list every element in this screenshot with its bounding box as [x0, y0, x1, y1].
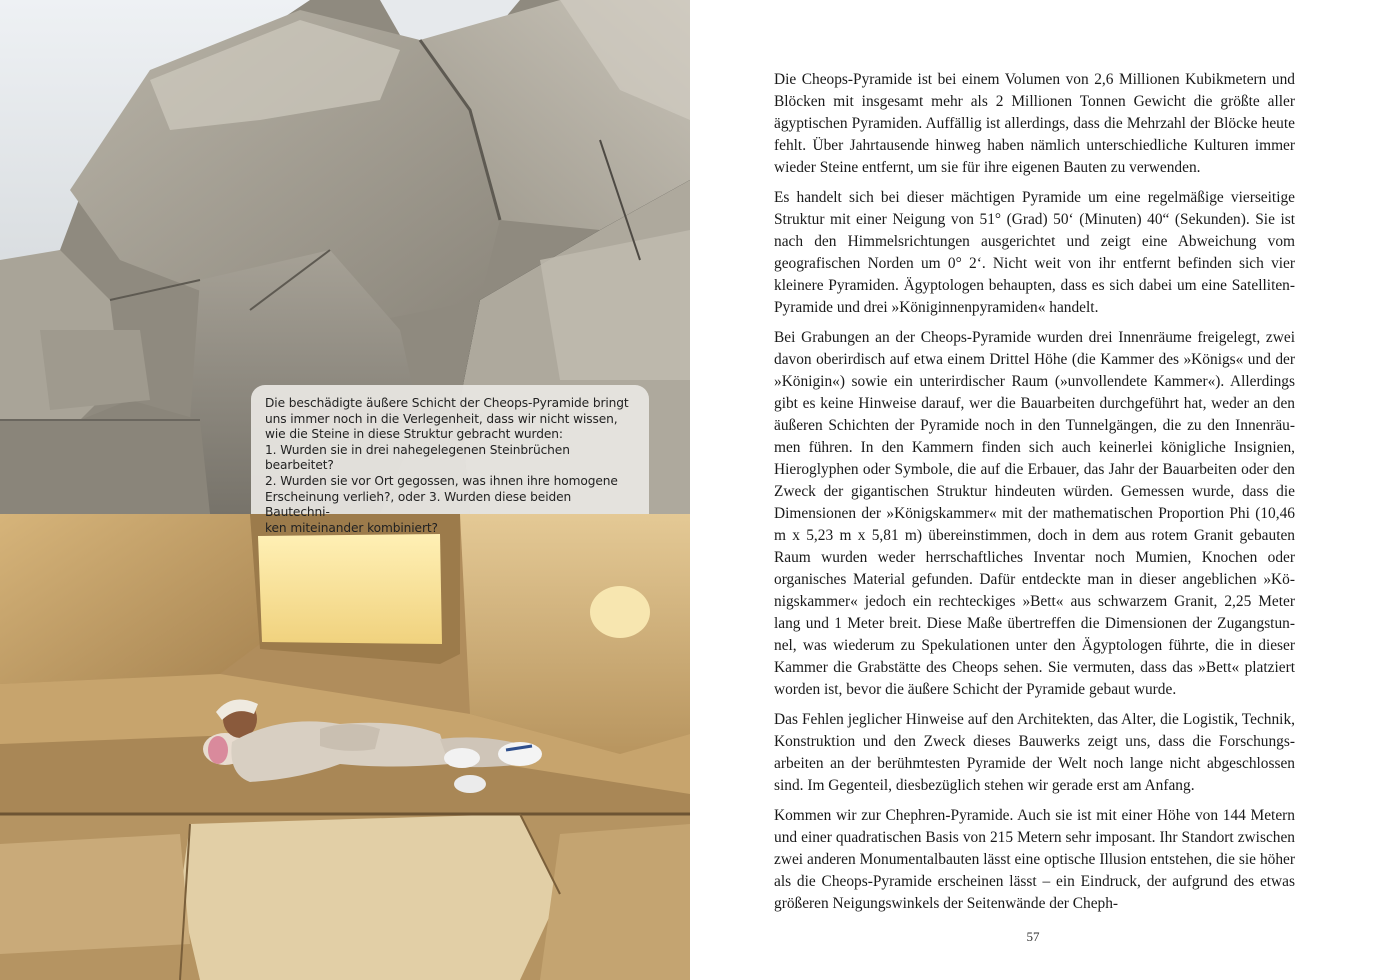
paragraph: Die Cheops-Pyramide ist bei einem Volumen von 2,6 Millionen Kubikmetern und Blöcken mit insgesamt mehr als 2 Millionen Tonnen Gewicht die größte aller ägyptischen Pyramiden. Auffällig ist allerdings, dass die Mehrzahl der Blöcke heute fehlt. Über Jahrtausende hinweg haben nämlich unterschiedliche Kulturen immer wieder Steine entfernt, um sie für ihre eigenen Bauten zu verwenden. — [774, 71, 1295, 176]
body-text — [774, 69, 1295, 923]
paragraph: Bei Grabungen an der Cheops-Pyramide wurden drei Innenräume freigelegt, zwei davon oberirdisch auf etwa einem Drittel Höhe (die Kammer des »Königs« und der »Königin«) sowie ein unterirdischer Raum (»unvollendete Kammer«). Allerdings gibt es keine Hinweise darauf, wer die Bauarbeiten durchgeführt hat, weder an den äußeren Schichten der Pyramide noch in den Tunnelgängen, die zu den Innenräumen führen. In den Kammern finden sich auch keinerlei königliche Insignien, Hieroglyphen oder Symbole, die auf die Erbauer, das Jahr der Bauarbeiten oder den Zweck der gigantischen Struktur hindeuten würden. Gemessen wurde, dass die Dimensionen der »Königskammer« mit der mathematischen Proportion Phi (10,46 m x 5,23 m x 5,81 m) übereinstimmen, doch in dem aus rotem Granit gebauten Raum wurden weder herrschaftliches Inventar noch Mumien, Knochen oder organisches Material gefunden. Dafür entdeckte man in dieser angeblichen »Königskammer« jedoch ein rechteckiges »Bett« aus schwarzem Granit, 2,25 Meter lang und 1 Meter breit. Diese Maße übertreffen die Dimensionen der Zugangstunnel, was wiederum zu Spekulationen unter den Ägyptologen führte, die in dieser Kammer die Grabstätte des Cheops sehen. Sie vermuten, dass das »Bett« platziert worden ist, bevor die äußere Schicht der Pyramide gebaut wurde. — [774, 329, 1295, 698]
paragraph: Kommen wir zur Chephren-Pyramide. Auch sie ist mit einer Höhe von 144 Metern und einer quadratischen Basis von 215 Metern sehr imposant. Ihr Standort zwischen zwei anderen Monumentalbauten lässt eine optische Illusion entstehen, die sie höher als die Cheops-Pyramide erscheinen lässt – ein Eindruck, der aufgrund des etwas größeren Neigungswinkels der Seitenwände der Cheph- — [774, 807, 1295, 912]
photo-caption — [251, 385, 649, 535]
caption-line: Die beschädigte äußere Schicht der Cheops-Pyramide bringt — [265, 396, 629, 410]
caption-line: 2. Wurden sie vor Ort gegossen, was ihnen ihre homogene — [265, 473, 618, 488]
paragraph: Es handelt sich bei dieser mächtigen Pyramide um eine regelmäßige vierseitige Struktur mit einer Neigung von 51° (Grad) 50‘ (Minuten) 40“ (Sekunden). Sie ist nach den Himmelsrichtungen ausgerichtet und zeigt eine Abweichung vom geografischen Norden um 0° 2‘. Nicht weit von ihr entfernt befinden sich vier kleinere Pyramiden. Ägyptologen behaupten, dass es sich dabei um eine Satelliten-Pyramide und drei »Königinnenpyramiden« handelt. — [774, 189, 1295, 316]
caption-line: ken miteinander kombiniert? — [265, 520, 438, 535]
right-page — [690, 0, 1376, 980]
sleeping-man-photo — [0, 514, 690, 980]
caption-line: Erscheinung verlieh?, oder 3. Wurden diese beiden Bautechni- — [265, 489, 572, 520]
paragraph: Das Fehlen jeglicher Hinweise auf den Architekten, das Alter, die Logistik, Technik, Konstruktion und den Zweck dieses Bauwerks zeigt uns, dass die Forschungsarbeiten an der berühmtesten Pyramide der Welt noch lange nicht abgeschlossen sind. Im Gegenteil, diesbezüglich stehen wir gerade erst am Anfang. — [774, 711, 1295, 794]
caption-text — [265, 396, 639, 536]
page-number: 57 — [1026, 929, 1040, 944]
caption-line: uns immer noch in die Verlegenheit, dass wir nicht wissen, — [265, 411, 618, 426]
caption-line: 1. Wurden sie in drei nahegelegenen Steinbrüchen bearbeitet? — [265, 442, 570, 473]
caption-line: wie die Steine in diese Struktur gebracht wurden: — [265, 427, 563, 442]
